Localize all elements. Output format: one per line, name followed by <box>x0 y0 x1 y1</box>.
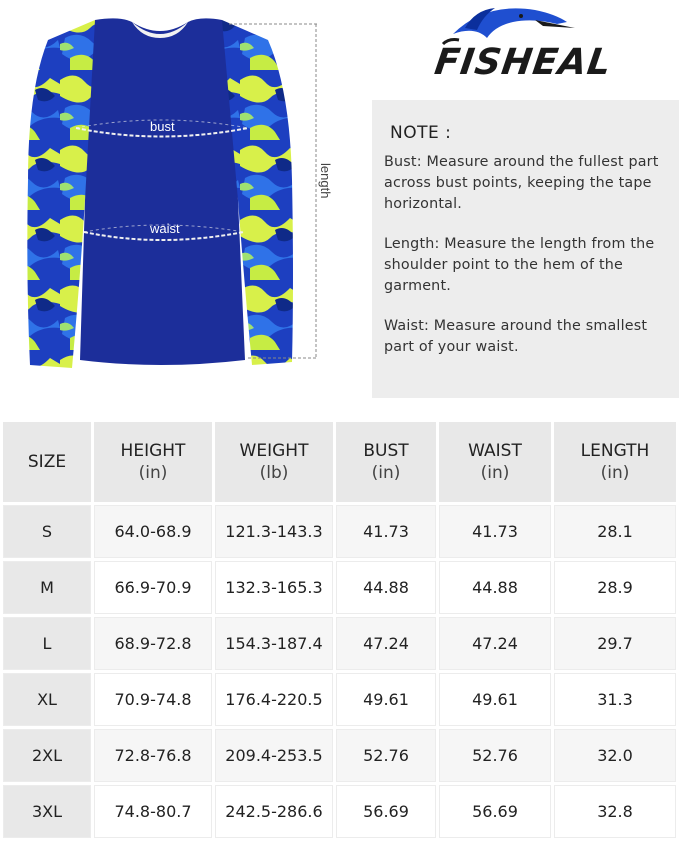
shirt-illustration <box>0 0 360 400</box>
waist-cell: 56.69 <box>439 785 551 838</box>
waist-cell: 41.73 <box>439 505 551 558</box>
length-cell: 28.9 <box>554 561 676 614</box>
weight-cell: 132.3-165.3 <box>215 561 333 614</box>
table-header-row <box>3 422 676 502</box>
note-title: NOTE : <box>390 123 452 143</box>
size-cell: S <box>3 505 91 558</box>
bust-cell: 41.73 <box>336 505 436 558</box>
bust-cell: 56.69 <box>336 785 436 838</box>
length-cell: 28.1 <box>554 505 676 558</box>
length-label: length <box>318 163 333 199</box>
bust-cell: 44.88 <box>336 561 436 614</box>
length-cell: 32.0 <box>554 729 676 782</box>
size-cell: 2XL <box>3 729 91 782</box>
header-weight: WEIGHT (lb) <box>215 422 333 502</box>
header-bust: BUST (in) <box>336 422 436 502</box>
table-row <box>3 785 676 838</box>
shirt-graphic <box>0 0 360 400</box>
weight-cell: 154.3-187.4 <box>215 617 333 670</box>
note-bust: Bust: Measure around the fullest part across bust points, keeping the tape horizontal. <box>384 154 659 212</box>
waist-cell: 44.88 <box>439 561 551 614</box>
height-cell: 68.9-72.8 <box>94 617 212 670</box>
size-cell: XL <box>3 673 91 726</box>
table-row <box>3 617 676 670</box>
header-length: LENGTH (in) <box>554 422 676 502</box>
waist-cell: 47.24 <box>439 617 551 670</box>
height-cell: 66.9-70.9 <box>94 561 212 614</box>
weight-cell: 121.3-143.3 <box>215 505 333 558</box>
table-row <box>3 729 676 782</box>
bust-cell: 47.24 <box>336 617 436 670</box>
table-row <box>3 673 676 726</box>
note-length: Length: Measure the length from the shoulder point to the hem of the garment. <box>384 236 655 294</box>
size-cell: 3XL <box>3 785 91 838</box>
length-cell: 29.7 <box>554 617 676 670</box>
brand-name: FISHEAL <box>432 42 615 83</box>
size-cell: L <box>3 617 91 670</box>
size-cell: M <box>3 561 91 614</box>
height-cell: 70.9-74.8 <box>94 673 212 726</box>
size-chart-table <box>0 419 679 841</box>
bust-cell: 52.76 <box>336 729 436 782</box>
header-height: HEIGHT (in) <box>94 422 212 502</box>
height-cell: 72.8-76.8 <box>94 729 212 782</box>
note-body <box>384 152 674 377</box>
header-waist: WAIST (in) <box>439 422 551 502</box>
waist-cell: 52.76 <box>439 729 551 782</box>
waist-label: waist <box>150 221 180 236</box>
table-row <box>3 561 676 614</box>
weight-cell: 209.4-253.5 <box>215 729 333 782</box>
length-cell: 32.8 <box>554 785 676 838</box>
length-cell: 31.3 <box>554 673 676 726</box>
note-waist: Waist: Measure around the smallest part of your waist. <box>384 318 648 355</box>
measurement-note <box>372 100 679 398</box>
brand-logo <box>425 0 625 90</box>
table-row <box>3 505 676 558</box>
height-cell: 64.0-68.9 <box>94 505 212 558</box>
bust-label: bust <box>150 119 175 134</box>
height-cell: 74.8-80.7 <box>94 785 212 838</box>
waist-cell: 49.61 <box>439 673 551 726</box>
bust-cell: 49.61 <box>336 673 436 726</box>
weight-cell: 176.4-220.5 <box>215 673 333 726</box>
header-size: SIZE <box>3 422 91 502</box>
weight-cell: 242.5-286.6 <box>215 785 333 838</box>
